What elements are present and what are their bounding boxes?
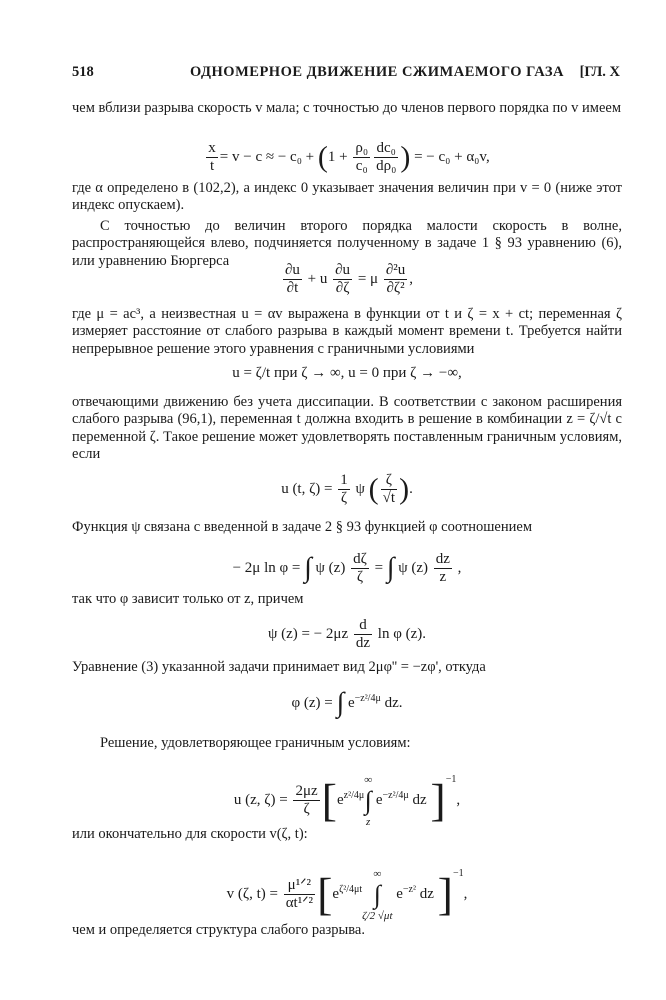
paragraph-2: где α определено в (102,2), а индекс 0 указывает значения величин при v = 0 (ниже этот индекс опускаем). <box>72 180 622 214</box>
paragraph-11: чем и определяется структура слабого разрыва. <box>72 922 365 938</box>
paragraph-9: Решение, удовлетворяющее граничным условиям: <box>100 735 411 751</box>
paragraph-3: С точностью до величин второго порядка малости скорость в волне, распространяющейся влево, подчиняется полученному в задаче 1 § 93 уравнению (6), или уравнению Бюргерса <box>72 218 622 269</box>
page-header <box>72 64 620 84</box>
paragraph-1: чем вблизи разрыва скорость v мала; с точностью до членов первого порядка по v имеем <box>72 100 622 116</box>
paragraph-7: так что φ зависит только от z, причем <box>72 591 304 607</box>
chapter-label: [ГЛ. X <box>579 64 620 80</box>
paragraph-10: или окончательно для скорости v(ζ, t): <box>72 826 308 842</box>
equation-u-z-zeta: u (z, ζ) = $\frac{2\mu z}{\zeta}$ [$e^{z^2/4\mu}$ ∞ ∫ z $e^{-z^2/4\mu}$ dz ]$^{-1}$, <box>233 773 461 828</box>
equation-1: $\frac{x}{t}$ = v − c ≈ − c₀ + (1 + $\frac{\text{ρ₀}}{\text{c₀}}$ $\frac{\text{dc₀}}{\text{dρ₀}}$ ) = − c₀ + α₀v, <box>208 140 490 174</box>
equation-u-t-zeta: u (t, ζ) = $\frac{1}{\zeta}$ ψ ( $\frac{\zeta}{√t}$ ). <box>281 472 413 506</box>
equation-log-phi: − 2μ ln φ = ∫ ψ (z) $\frac{d\zeta}{\zeta}$ = ∫ ψ (z) $\frac{dz}{z}$ , <box>232 551 462 585</box>
running-title: ОДНОМЕРНОЕ ДВИЖЕНИЕ СЖИМАЕМОГО ГАЗА <box>190 64 564 80</box>
frac-x-t: $\frac{x}{t}$ <box>208 140 216 174</box>
paragraph-8: Уравнение (3) указанной задачи принимает вид 2μφ'' = −zφ', откуда <box>72 659 486 675</box>
paragraph-5: отвечающими движению без учета диссипации. В соответствии с законом расширения слабого разрыва (96,1), переменная t должна входить в решение в комбинации z = ζ/√t с переменной ζ. Такое решение может удовлетворять поставленным граничным условиям, если <box>72 394 622 463</box>
paragraph-6: Функция ψ связана с введенной в задаче 2 § 93 функцией φ соотношением <box>72 519 532 535</box>
equation-burgers: $\frac{\partial u}{\partial t}$ + u $\frac{\partial u}{\partial\zeta}$ = μ $\frac{\text{∂²u}}{\text{∂ζ²}}$ , <box>285 262 413 296</box>
equation-boundary: u = ζ/t при ζ → ∞, u = 0 при ζ → −∞, <box>232 365 462 381</box>
paragraph-4: где μ = ac³, а неизвестная u = αv выражена в функции от t и ζ = x + ct; переменная ζ измеряет расстояние от слабого разрыва в каждый момент времени t. Требуется найти непрерывное решение этого уравнения с граничными условиями <box>72 306 622 357</box>
equation-phi: φ (z) = ∫ $e^{-z^2/4\mu}$ dz. <box>291 687 403 719</box>
equation-psi: ψ (z) = − 2μz $\frac{d}{dz}$ ln φ (z). <box>267 617 427 651</box>
equation-v-zeta-t: v (ζ, t) = $\frac{\text{μ¹ᐟ²}}{\text{αt¹ᐟ²}}$ [$e^{\zeta^2/4\mu t}$ ∞ ∫ ζ/2 √μt $e^{-z^2}$ dz ]$^{-1}$, <box>226 867 468 922</box>
page-number: 518 <box>72 64 94 80</box>
